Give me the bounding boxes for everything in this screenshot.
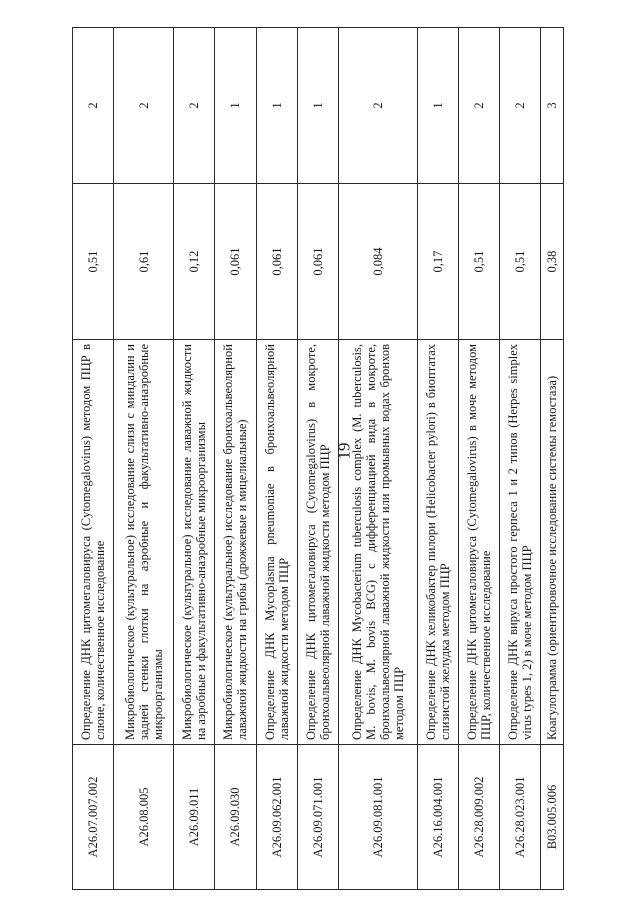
coefficient-cell: 0,061 [215,184,256,340]
table-row [458,28,499,890]
multiplicity-cell: 1 [417,28,458,184]
coefficient-cell: 0,17 [417,184,458,340]
coefficient-cell: 0,51 [458,184,499,340]
table-row [174,28,215,890]
multiplicity-cell: 2 [458,28,499,184]
table-row [500,28,541,890]
service-name-cell: Определение ДНК цитомегаловируса (Cytomegalovirus) в мокроте, бронхоальвеолярной лаважной жидкости методом ПЦР [297,340,338,745]
service-code-cell: A26.28.009.002 [458,745,499,890]
service-name-cell: Определение ДНК вируса простого герпеса 1 и 2 типов (Herpes simplex virus types 1, 2) в моче методом ПЦР [500,340,541,745]
multiplicity-cell: 2 [174,28,215,184]
service-code-cell: A26.09.062.001 [256,745,297,890]
coefficient-cell: 0,51 [73,184,114,340]
multiplicity-cell: 1 [297,28,338,184]
service-code-cell: A26.08.005 [114,745,174,890]
coefficient-cell: 0,061 [297,184,338,340]
multiplicity-cell: 2 [114,28,174,184]
multiplicity-cell: 2 [500,28,541,184]
multiplicity-cell: 2 [73,28,114,184]
service-name-cell: Микробиологическое (культуральное) исследование лаважной жидкости на аэробные и факультативно-анаэробные микроорганизмы [174,340,215,745]
service-code-cell: A26.09.011 [174,745,215,890]
coefficient-cell: 0,12 [174,184,215,340]
page-number: 19 [334,442,354,460]
service-name-cell: Определение ДНК Mycobacterium tuberculosis complex (M. tuberculosis, M. bovis, M. bovis BCG) с дифференциацией вида в мокроте, бронхоальвеолярной лаважной жидкости или промывных водах бронхов методом ПЦР [339,340,418,745]
coefficient-cell: 0,51 [500,184,541,340]
table-row [541,28,564,890]
multiplicity-cell: 1 [215,28,256,184]
multiplicity-cell: 2 [339,28,418,184]
service-code-cell: A26.07.007.002 [73,745,114,890]
coefficient-cell: 0,61 [114,184,174,340]
services-table [72,27,564,890]
table-row [339,28,418,890]
services-table-body [73,28,564,890]
coefficient-cell: 0,061 [256,184,297,340]
table-row [114,28,174,890]
service-name-cell: Коагулограмма (ориентировочное исследование системы гемостаза) [541,340,564,745]
table-row [256,28,297,890]
multiplicity-cell: 1 [256,28,297,184]
coefficient-cell: 0,084 [339,184,418,340]
rotated-sheet [72,28,564,890]
service-name-cell: Определение ДНК цитомегаловируса (Cytomegalovirus) методом ПЦР в слюне, количественное исследование [73,340,114,745]
table-row [297,28,338,890]
table-row [215,28,256,890]
service-code-cell: A26.09.081.001 [339,745,418,890]
service-code-cell: A26.28.023.001 [500,745,541,890]
table-row [417,28,458,890]
service-name-cell: Определение ДНК цитомегаловируса (Cytomegalovirus) в моче методом ПЦР, количественное исследование [458,340,499,745]
service-code-cell: A26.09.030 [215,745,256,890]
multiplicity-cell: 3 [541,28,564,184]
service-name-cell: Микробиологическое (культуральное) исследование бронхоальвеолярной лаважной жидкости на грибы (дрожжевые и мицелиальные) [215,340,256,745]
coefficient-cell: 0,38 [541,184,564,340]
service-name-cell: Определение ДНК хеликобактер пилори (Helicobacter pylori) в биоптатах слизистой желудка методом ПЦР [417,340,458,745]
service-code-cell: B03.005.006 [541,745,564,890]
table-row [73,28,114,890]
service-code-cell: A26.09.071.001 [297,745,338,890]
service-name-cell: Микробиологическое (культуральное) исследование слизи с миндалин и задней стенки глотки на аэробные и факультативно-анаэробные микроорганизмы [114,340,174,745]
service-name-cell: Определение ДНК Mycoplasma pneumoniae в бронхоальвеолярной лаважной жидкости методом ПЦР [256,340,297,745]
service-code-cell: A26.16.004.001 [417,745,458,890]
